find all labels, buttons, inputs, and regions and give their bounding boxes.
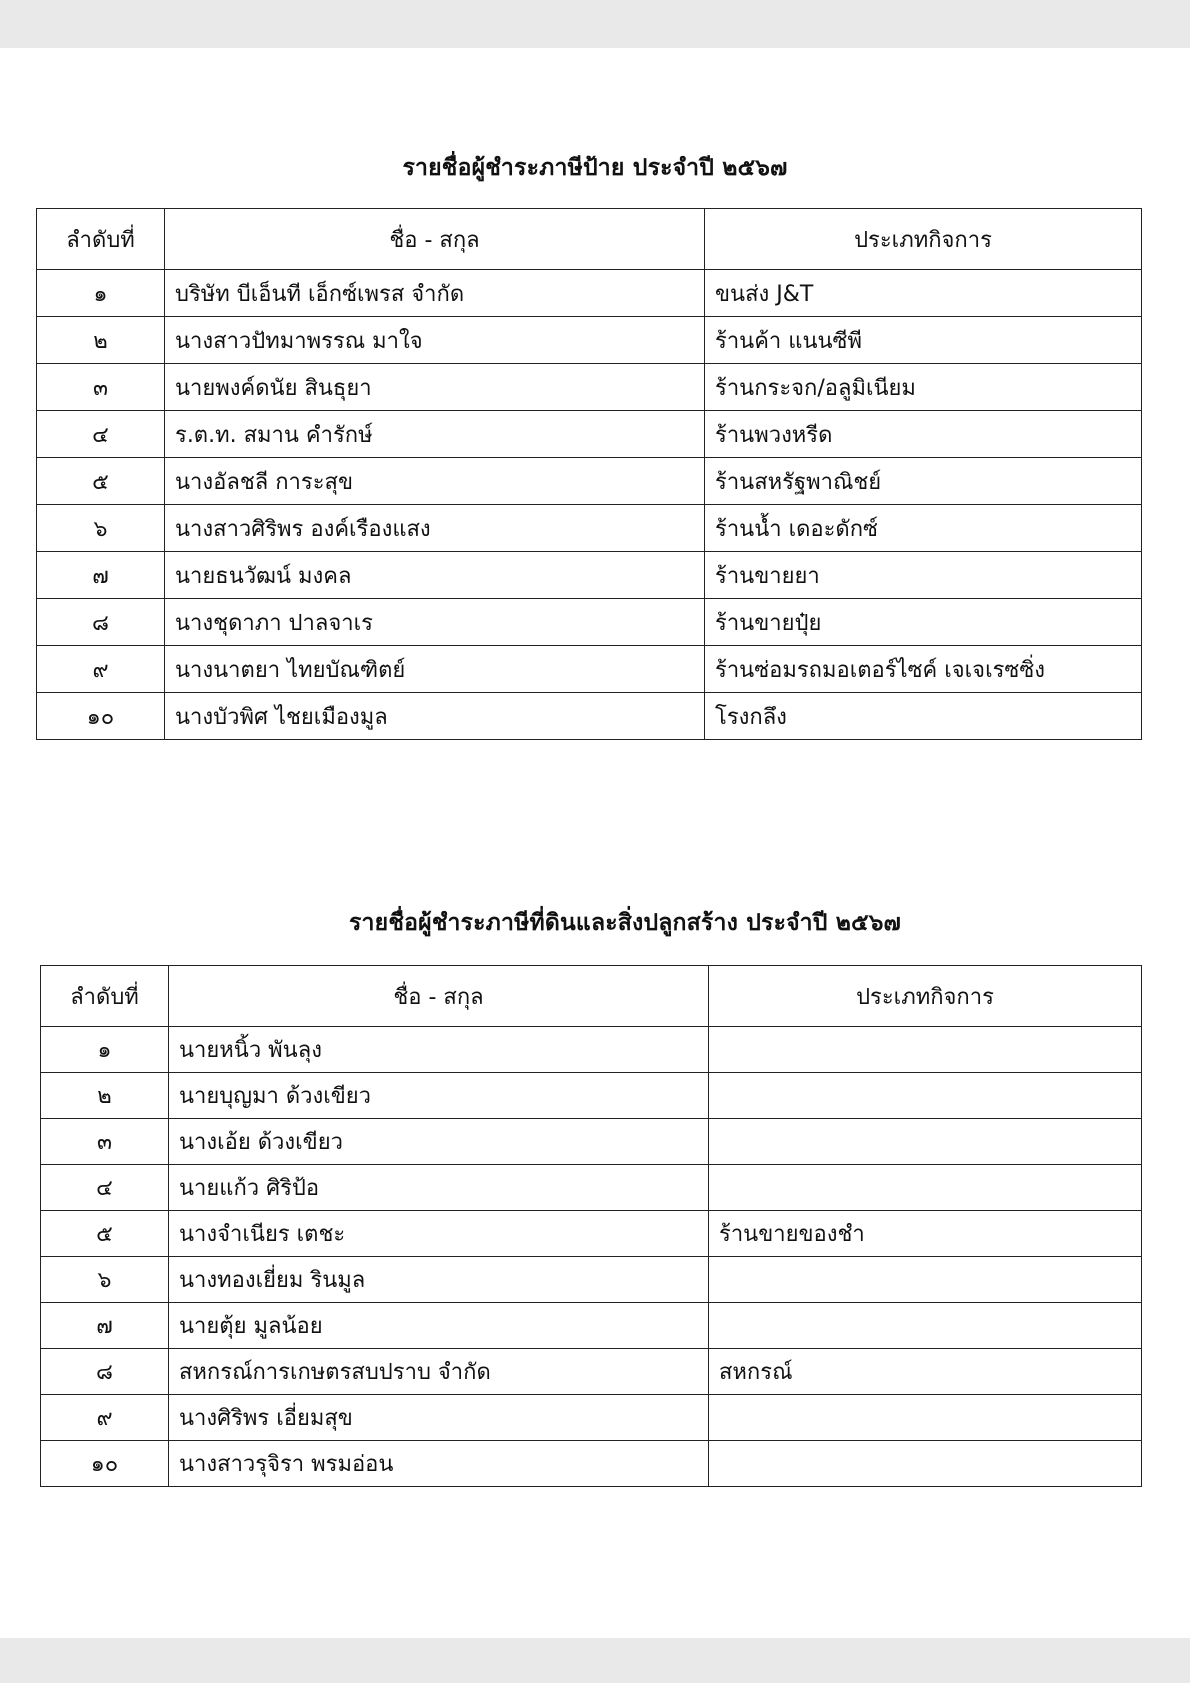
header-type: ประเภทกิจการ bbox=[709, 966, 1142, 1027]
table-row bbox=[41, 1349, 1142, 1395]
row-name: นายธนวัฒน์ มงคล bbox=[165, 552, 705, 599]
row-business-type bbox=[709, 1073, 1142, 1119]
row-business-type: ร้านพวงหรีด bbox=[705, 411, 1142, 458]
row-number: ๑๐ bbox=[37, 693, 165, 740]
row-name: นางจำเนียร เตชะ bbox=[169, 1211, 709, 1257]
row-number: ๗ bbox=[41, 1303, 169, 1349]
table-row bbox=[41, 1027, 1142, 1073]
sign-tax-rows bbox=[37, 270, 1142, 740]
row-business-type: ร้านกระจก/อลูมิเนียม bbox=[705, 364, 1142, 411]
row-business-type bbox=[709, 1395, 1142, 1441]
row-number: ๒ bbox=[37, 317, 165, 364]
row-business-type bbox=[709, 1027, 1142, 1073]
row-number: ๙ bbox=[37, 646, 165, 693]
row-name: นางศิริพร เอี่ยมสุข bbox=[169, 1395, 709, 1441]
row-number: ๑๐ bbox=[41, 1441, 169, 1487]
row-business-type: ร้านน้ำ เดอะดักซ์ bbox=[705, 505, 1142, 552]
header-no: ลำดับที่ bbox=[41, 966, 169, 1027]
row-number: ๖ bbox=[37, 505, 165, 552]
row-name: นางสาวปัทมาพรรณ มาใจ bbox=[165, 317, 705, 364]
row-business-type: ร้านสหรัฐพาณิชย์ bbox=[705, 458, 1142, 505]
row-name: นางบัวพิศ ไชยเมืองมูล bbox=[165, 693, 705, 740]
land-tax-table bbox=[40, 965, 1142, 1487]
table-row bbox=[37, 270, 1142, 317]
row-number: ๕ bbox=[37, 458, 165, 505]
table-row bbox=[37, 599, 1142, 646]
row-number: ๑ bbox=[41, 1027, 169, 1073]
table-row bbox=[41, 1119, 1142, 1165]
header-no: ลำดับที่ bbox=[37, 209, 165, 270]
row-business-type: สหกรณ์ bbox=[709, 1349, 1142, 1395]
sign-tax-table bbox=[36, 208, 1142, 740]
row-business-type: โรงกลึง bbox=[705, 693, 1142, 740]
row-number: ๘ bbox=[37, 599, 165, 646]
row-name: บริษัท บีเอ็นที เอ็กซ์เพรส จำกัด bbox=[165, 270, 705, 317]
row-name: นายตุ้ย มูลน้อย bbox=[169, 1303, 709, 1349]
table-row bbox=[41, 1211, 1142, 1257]
row-number: ๔ bbox=[37, 411, 165, 458]
table-row bbox=[41, 1073, 1142, 1119]
table-row bbox=[41, 1165, 1142, 1211]
sign-tax-title: รายชื่อผู้ชำระภาษีป้าย ประจำปี ๒๕๖๗ bbox=[402, 155, 788, 181]
row-number: ๖ bbox=[41, 1257, 169, 1303]
row-number: ๒ bbox=[41, 1073, 169, 1119]
table-row bbox=[41, 1395, 1142, 1441]
row-business-type: ร้านขายปุ๋ย bbox=[705, 599, 1142, 646]
row-business-type bbox=[709, 1303, 1142, 1349]
row-number: ๕ bbox=[41, 1211, 169, 1257]
header-name: ชื่อ - สกุล bbox=[165, 209, 705, 270]
row-name: สหกรณ์การเกษตรสบปราบ จำกัด bbox=[169, 1349, 709, 1395]
row-name: นางชุดาภา ปาลจาเร bbox=[165, 599, 705, 646]
row-name: ร.ต.ท. สมาน คำรักษ์ bbox=[165, 411, 705, 458]
row-business-type bbox=[709, 1441, 1142, 1487]
row-business-type bbox=[709, 1257, 1142, 1303]
row-name: นายแก้ว ศิริป้อ bbox=[169, 1165, 709, 1211]
table-header-row bbox=[41, 966, 1142, 1027]
row-number: ๘ bbox=[41, 1349, 169, 1395]
table-row bbox=[37, 552, 1142, 599]
table-header-row bbox=[37, 209, 1142, 270]
row-business-type: ขนส่ง J&T bbox=[705, 270, 1142, 317]
table-row bbox=[37, 458, 1142, 505]
header-name: ชื่อ - สกุล bbox=[169, 966, 709, 1027]
table-row bbox=[41, 1303, 1142, 1349]
row-name: นางสาวศิริพร องค์เรืองแสง bbox=[165, 505, 705, 552]
row-number: ๗ bbox=[37, 552, 165, 599]
row-name: นางอัลชลี การะสุข bbox=[165, 458, 705, 505]
row-number: ๓ bbox=[41, 1119, 169, 1165]
table-row bbox=[37, 505, 1142, 552]
row-business-type: ร้านขายของชำ bbox=[709, 1211, 1142, 1257]
row-number: ๓ bbox=[37, 364, 165, 411]
row-number: ๔ bbox=[41, 1165, 169, 1211]
row-business-type: ร้านขายยา bbox=[705, 552, 1142, 599]
row-name: นายบุญมา ด้วงเขียว bbox=[169, 1073, 709, 1119]
table-row bbox=[41, 1257, 1142, 1303]
table-row bbox=[37, 364, 1142, 411]
row-business-type bbox=[709, 1119, 1142, 1165]
row-name: นางสาวรุจิรา พรมอ่อน bbox=[169, 1441, 709, 1487]
header-type: ประเภทกิจการ bbox=[705, 209, 1142, 270]
table-row bbox=[37, 646, 1142, 693]
land-tax-title: รายชื่อผู้ชำระภาษีที่ดินและสิ่งปลูกสร้าง ประจำปี ๒๕๖๗ bbox=[348, 910, 901, 936]
row-name: นายหนิ้ว พันลุง bbox=[169, 1027, 709, 1073]
table-row bbox=[37, 411, 1142, 458]
row-number: ๙ bbox=[41, 1395, 169, 1441]
table-row bbox=[41, 1441, 1142, 1487]
row-business-type: ร้านค้า แนนซีพี bbox=[705, 317, 1142, 364]
row-name: นางเอ้ย ด้วงเขียว bbox=[169, 1119, 709, 1165]
row-business-type bbox=[709, 1165, 1142, 1211]
row-name: นายพงค์ดนัย สินธุยา bbox=[165, 364, 705, 411]
land-tax-rows bbox=[41, 1027, 1142, 1487]
row-business-type: ร้านซ่อมรถมอเตอร์ไซค์ เจเจเรซซิ่ง bbox=[705, 646, 1142, 693]
table-row bbox=[37, 693, 1142, 740]
table-row bbox=[37, 317, 1142, 364]
row-number: ๑ bbox=[37, 270, 165, 317]
row-name: นางทองเยี่ยม รินมูล bbox=[169, 1257, 709, 1303]
row-name: นางนาตยา ไทยบัณฑิตย์ bbox=[165, 646, 705, 693]
